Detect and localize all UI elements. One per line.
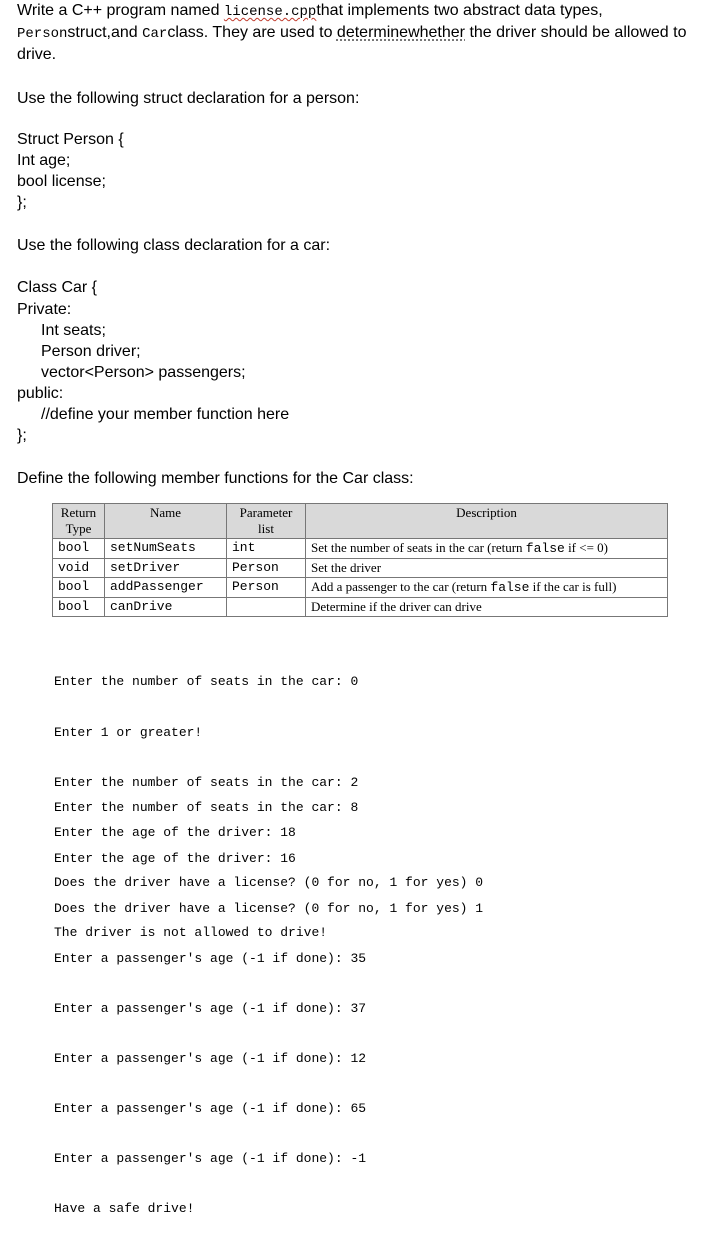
console-line: Does the driver have a license? (0 for no, 1 for yes) 0	[54, 874, 484, 890]
private-member: Person driver;	[41, 343, 141, 360]
cell-param: Person	[227, 578, 306, 598]
console-line: The driver is not allowed to drive!	[54, 924, 328, 940]
struct-line: };	[17, 194, 27, 211]
class-line: Class Car {	[17, 279, 98, 296]
header-params: Parameter list	[227, 504, 306, 539]
cell-return: void	[53, 559, 105, 578]
private-member: vector<Person> passengers;	[41, 364, 246, 381]
class-close: };	[17, 427, 27, 444]
cell-param	[227, 598, 306, 617]
cell-description: Set the number of seats in the car (return false if <= 0)	[306, 539, 668, 559]
console-line: Enter a passenger's age (-1 if done): 65	[54, 1101, 367, 1117]
struct-heading: Use the following struct declaration for a person:	[17, 90, 360, 107]
class-heading: Use the following class declaration for a car:	[17, 237, 331, 254]
cell-name: addPassenger	[105, 578, 227, 598]
console-line: Enter a passenger's age (-1 if done): -1	[54, 1151, 367, 1167]
console-line: Does the driver have a license? (0 for no, 1 for yes) 1	[54, 900, 484, 916]
struct-line: Struct Person {	[17, 131, 124, 148]
table-row	[53, 539, 668, 559]
header-description: Description	[306, 504, 668, 539]
cell-return: bool	[53, 598, 105, 617]
console-line: Enter the number of seats in the car: 8	[54, 800, 359, 816]
console-line: Enter a passenger's age (-1 if done): 35	[54, 950, 367, 966]
cell-name: setDriver	[105, 559, 227, 578]
filename: license.cpp	[223, 4, 317, 20]
public-label: public:	[17, 385, 64, 402]
console-line: Enter a passenger's age (-1 if done): 37	[54, 1000, 367, 1016]
header-return-type: Return Type	[53, 504, 105, 539]
intro-line-2: Personstruct,and Carclass. They are used to determinewhether the driver should be allowed to	[17, 24, 687, 42]
struct-name: Person	[17, 26, 68, 42]
cell-description: Determine if the driver can drive	[306, 598, 668, 617]
struct-line: Int age;	[17, 152, 71, 169]
console-line: Enter 1 or greater!	[54, 724, 203, 740]
sample-output-2	[54, 767, 483, 1235]
functions-heading: Define the following member functions for the Car class:	[17, 470, 414, 487]
cell-name: setNumSeats	[105, 539, 227, 559]
console-line: Enter the number of seats in the car: 0	[54, 674, 359, 690]
console-line: Enter the age of the driver: 18	[54, 824, 296, 840]
table-row	[53, 578, 668, 598]
determine-word: determinewhether	[336, 24, 465, 41]
cell-name: canDrive	[105, 598, 227, 617]
private-label: Private:	[17, 301, 72, 318]
header-name: Name	[105, 504, 227, 539]
member-functions-table	[52, 503, 668, 617]
table-row	[53, 559, 668, 578]
console-line: Have a safe drive!	[54, 1201, 195, 1217]
cell-param: int	[227, 539, 306, 559]
class-name: Car	[142, 26, 168, 42]
table-header-row	[53, 504, 668, 539]
table-row	[53, 598, 668, 617]
console-line: Enter the number of seats in the car: 2	[54, 774, 359, 790]
cell-description: Set the driver	[306, 559, 668, 578]
cell-param: Person	[227, 559, 306, 578]
console-line: Enter a passenger's age (-1 if done): 12	[54, 1050, 367, 1066]
struct-line: bool license;	[17, 173, 106, 190]
console-line: Enter the age of the driver: 16	[54, 850, 296, 866]
intro-line-3: drive.	[17, 46, 57, 63]
member-comment: //define your member function here	[41, 406, 290, 423]
private-member: Int seats;	[41, 322, 106, 339]
cell-return: bool	[53, 539, 105, 559]
cell-return: bool	[53, 578, 105, 598]
cell-description: Add a passenger to the car (return false if the car is full)	[306, 578, 668, 598]
intro-line-1: Write a C++ program named license.cppthat implements two abstract data types,	[17, 2, 603, 20]
